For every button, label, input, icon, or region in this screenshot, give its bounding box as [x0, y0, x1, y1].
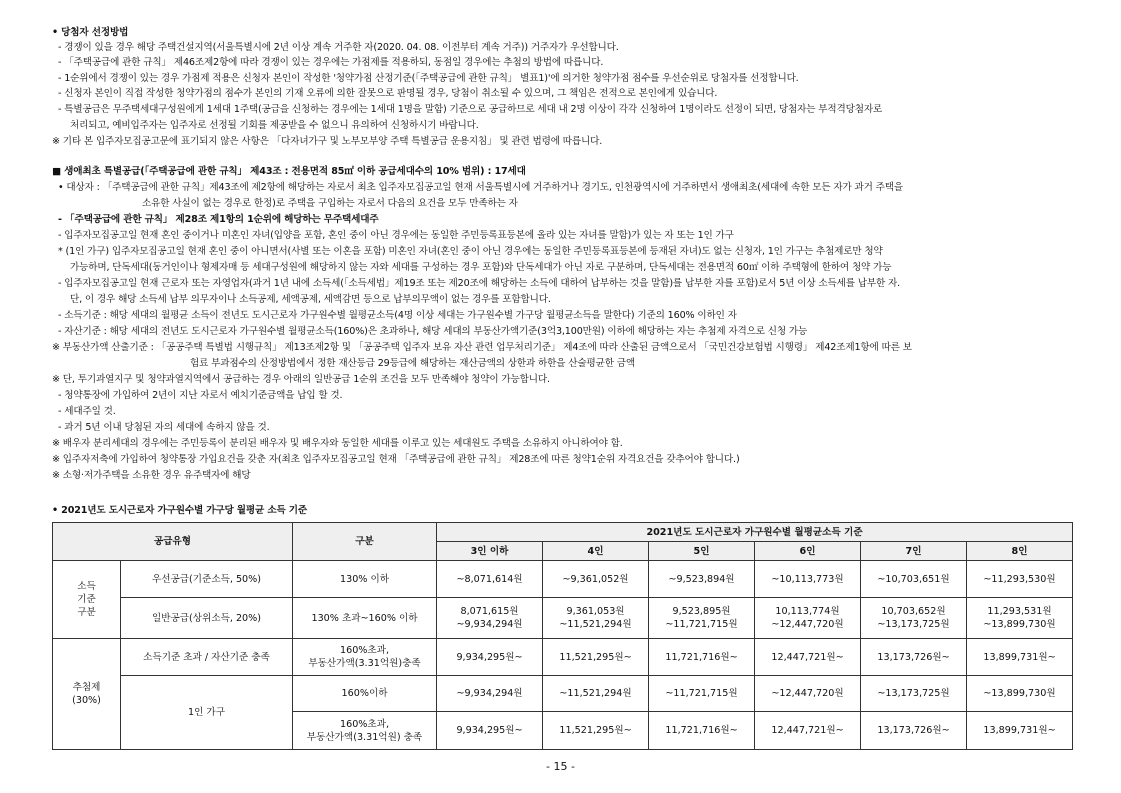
row-type: 우선공급(기준소득, 50%)	[121, 561, 293, 598]
table-row	[53, 676, 1073, 712]
text-line: 가능하며, 단독세대(동거인이나 형제자매 등 세대구성원에 해당하지 않는 자와 세대를 구성하는 경우 포함)와 단독세대가 아닌 자로 구분하며, 단독세대는 전용면적 60㎡ 이하 주택형에 한하여 청약 가능	[70, 262, 892, 273]
text-line: - 자산기준 : 해당 세대의 전년도 도시근로자 가구원수별 월평균소득(160%)은 초과하나, 해당 세대의 부동산가액기준(3억3,100만원) 이하에 해당하는 자는 추첨제 자격으로 신청 가능	[58, 326, 808, 337]
table-cell: 11,521,295원~	[543, 639, 649, 676]
text-line: - 1순위에서 경쟁이 있는 경우 가점제 적용은 신청자 본인이 작성한 '청약가점 산정기준(「주택공급에 관한 규칙」 별표1)'에 의거한 청약가점 점수를 우선순위로 당첨자를 선정합니다.	[58, 73, 799, 84]
row-type: 소득기준 초과 / 자산기준 충족	[121, 639, 293, 676]
row-category: 160%초과, 부동산가액(3.31억원)충족	[293, 639, 437, 676]
income-criteria-table	[52, 522, 1073, 750]
table-cell: ~13,899,730원	[967, 676, 1073, 712]
table-cell: ~11,293,530원	[967, 561, 1073, 598]
table-cell: 9,934,295원~	[437, 639, 543, 676]
table-cell: 13,899,731원~	[967, 639, 1073, 676]
note-line: ※ 입주자저축에 가입하여 청약통장 가입요건을 갖춘 자(최초 입주자모집공고일 현재 「주택공급에 관한 규칙」 제28조에 따른 청약1순위 자격요건을 갖추어야 합니다.)	[52, 454, 740, 465]
text-line: 소유한 사실이 없는 경우로 한정)로 주택을 구입하는 자로서 다음의 요건을 모두 만족하는 자	[142, 198, 518, 209]
text-line: 단, 이 경우 해당 소득세 납부 의무자이나 소득공제, 세액공제, 세액감면 등으로 납부의무액이 없는 경우를 포함합니다.	[70, 294, 551, 305]
table-cell: 10,113,774원 ~12,447,720원	[755, 598, 861, 639]
table-header-row	[53, 523, 1073, 542]
table-cell: ~11,521,294원	[543, 676, 649, 712]
table-cell: ~9,934,294원	[437, 676, 543, 712]
table-cell: ~11,721,715원	[649, 676, 755, 712]
header-col: 5인	[649, 542, 755, 561]
table-cell: 10,703,652원 ~13,173,725원	[861, 598, 967, 639]
table-cell: 12,447,721원~	[755, 712, 861, 750]
note-line: ※ 단, 투기과열지구 및 청약과열지역에서 공급하는 경우 아래의 일반공급 1순위 조건을 모두 만족해야 청약이 가능합니다.	[52, 374, 550, 385]
text-line: 처리되고, 예비입주자는 입주자로 선정될 기회를 제공받을 수 없으니 유의하여 신청하시기 바랍니다.	[70, 120, 479, 131]
text-line: * (1인 가구) 입주자모집공고일 현재 혼인 중이 아니면서(사별 또는 이혼을 포함) 미혼인 자녀(혼인 중이 아닌 경우에는 동일한 주민등록표등본에 등재된 자녀)도 없는 신청자, 1인 가구는 추첨제로만 청약	[58, 246, 883, 257]
table-cell: ~12,447,720원	[755, 676, 861, 712]
table-cell: ~9,361,052원	[543, 561, 649, 598]
section-heading-first-time-buyer: ■ 생애최초 특별공급(「주택공급에 관한 규칙」 제43조 : 전용면적 85㎡ 이하 공급세대수의 10% 범위) : 17세대	[52, 166, 526, 177]
text-line: • 대상자 : 「주택공급에 관한 규칙」제43조에 제2항에 해당하는 자로서 최초 입주자모집공고일 현재 서울특별시에 거주하거나 경기도, 인천광역시에 거주하면서 생애최초(세대에 속한 모든 자가 과거 주택을	[58, 182, 904, 193]
header-col: 8인	[967, 542, 1073, 561]
header-category: 구분	[293, 523, 437, 561]
table-cell: 9,361,053원 ~11,521,294원	[543, 598, 649, 639]
row-type: 1인 가구	[121, 676, 293, 750]
text-line: - 특별공급은 무주택세대구성원에게 1세대 1주택(공급을 신청하는 경우에는 1세대 1명을 말함) 기준으로 공급하므로 세대 내 2명 이상이 각각 신청하여 1명이라도 선정이 되면, 당첨자는 부적격당첨자로	[58, 104, 883, 115]
text-line: - 과거 5년 이내 당첨된 자의 세대에 속하지 않을 것.	[58, 422, 270, 433]
text-line: - 입주자모집공고일 현재 근로자 또는 자영업자(과거 1년 내에 소득세(「소득세법」제19조 또는 제20조에 해당하는 소득에 대하여 납부하는 것을 말함)를 납부한 자를 포함)로서 5년 이상 소득세를 납부한 자.	[58, 278, 901, 289]
table-cell: 11,721,716원~	[649, 639, 755, 676]
table-cell: 13,173,726원~	[861, 639, 967, 676]
table-cell: ~8,071,614원	[437, 561, 543, 598]
table-cell: 13,173,726원~	[861, 712, 967, 750]
table-row	[53, 598, 1073, 639]
table-cell: 11,293,531원 ~13,899,730원	[967, 598, 1073, 639]
row-type: 일반공급(상위소득, 20%)	[121, 598, 293, 639]
note-line: ※ 배우자 분리세대의 경우에는 주민등록이 분리된 배우자 및 배우자와 동일한 세대를 이루고 있는 세대원도 주택을 소유하지 아니하여야 함.	[52, 438, 623, 449]
text-line: - 소득기준 : 해당 세대의 월평균 소득이 전년도 도시근로자 가구원수별 월평균소득(4명 이상 세대는 가구원수별 가구당 월평균소득을 말한다) 기준의 160% 이하인 자	[58, 310, 737, 321]
header-supply-type: 공급유형	[53, 523, 293, 561]
text-line: 험료 부과점수의 산정방법에서 정한 재산등급 29등급에 해당하는 재산금액의 상한과 하한을 산술평균한 금액	[190, 358, 635, 369]
row-category: 130% 이하	[293, 561, 437, 598]
table-cell: 9,934,295원~	[437, 712, 543, 750]
text-line: - 「주택공급에 관한 규칙」 제28조 제1항의 1순위에 해당하는 무주택세대주	[58, 214, 379, 225]
table-cell: 12,447,721원~	[755, 639, 861, 676]
header-col: 3인 이하	[437, 542, 543, 561]
text-line: - 입주자모집공고일 현재 혼인 중이거나 미혼인 자녀(입양을 포함, 혼인 중이 아닌 경우에는 동일한 주민등록표등본에 올라 있는 자녀를 말함)가 있는 자 또는 1인 가구	[58, 230, 734, 241]
text-line: - 「주택공급에 관한 규칙」 제46조제2항에 따라 경쟁이 있는 경우에는 가점제를 적용하되, 동점일 경우에는 추첨의 방법에 따릅니다.	[58, 57, 604, 68]
table-cell: 8,071,615원 ~9,934,294원	[437, 598, 543, 639]
table-cell: 11,721,716원~	[649, 712, 755, 750]
section-heading-winner-selection: • 당첨자 선정방법	[52, 27, 129, 38]
text-line: - 신청자 본인이 직접 작성한 청약가점의 점수가 본인의 기재 오류에 의한 잘못으로 판명될 경우, 당첨이 취소될 수 있으며, 그 책임은 전적으로 본인에게 있습니다.	[58, 88, 718, 99]
note-line: ※ 부동산가액 산출기준 : 「공공주택 특별법 시행규칙」 제13조제2항 및 「공공주택 입주자 보유 자산 관련 업무처리기준」 제4조에 따라 산출된 금액으로서 「국민건강보험법 시행령」 제42조제1항에 따른 보	[52, 342, 912, 353]
note-line: ※ 기타 본 입주자모집공고문에 표기되지 않은 사항은 「다자녀가구 및 노부모부양 주택 특별공급 운용지침」 및 관련 법령에 따릅니다.	[52, 136, 603, 147]
table-caption: • 2021년도 도시근로자 가구원수별 가구당 월평균 소득 기준	[52, 505, 307, 516]
table-cell: 13,899,731원~	[967, 712, 1073, 750]
table-row	[53, 561, 1073, 598]
table-cell: ~10,113,773원	[755, 561, 861, 598]
note-line: ※ 소형·저가주택을 소유한 경우 유주택자에 해당	[52, 470, 251, 481]
group-income-basis: 소득 기준 구분	[53, 561, 121, 639]
group-lottery: 추첨제 (30%)	[53, 639, 121, 750]
table-cell: ~10,703,651원	[861, 561, 967, 598]
header-col: 7인	[861, 542, 967, 561]
header-income-standard: 2021년도 도시근로자 가구원수별 월평균소득 기준	[437, 523, 1073, 542]
table-cell: 11,521,295원~	[543, 712, 649, 750]
row-category: 160%이하	[293, 676, 437, 712]
header-col: 6인	[755, 542, 861, 561]
table-cell: ~13,173,725원	[861, 676, 967, 712]
text-line: - 경쟁이 있을 경우 해당 주택건설지역(서울특별시에 2년 이상 계속 거주한 자(2020. 04. 08. 이전부터 계속 거주)) 거주자가 우선합니다.	[58, 42, 619, 53]
text-line: - 청약통장에 가입하여 2년이 지난 자로서 예치기준금액을 납입 할 것.	[58, 390, 343, 401]
row-category: 130% 초과~160% 이하	[293, 598, 437, 639]
page-number: - 15 -	[546, 760, 575, 773]
header-col: 4인	[543, 542, 649, 561]
row-category: 160%초과, 부동산가액(3.31억원) 충족	[293, 712, 437, 750]
text-line: - 세대주일 것.	[58, 406, 116, 417]
table-cell: ~9,523,894원	[649, 561, 755, 598]
table-row	[53, 639, 1073, 676]
table-cell: 9,523,895원 ~11,721,715원	[649, 598, 755, 639]
